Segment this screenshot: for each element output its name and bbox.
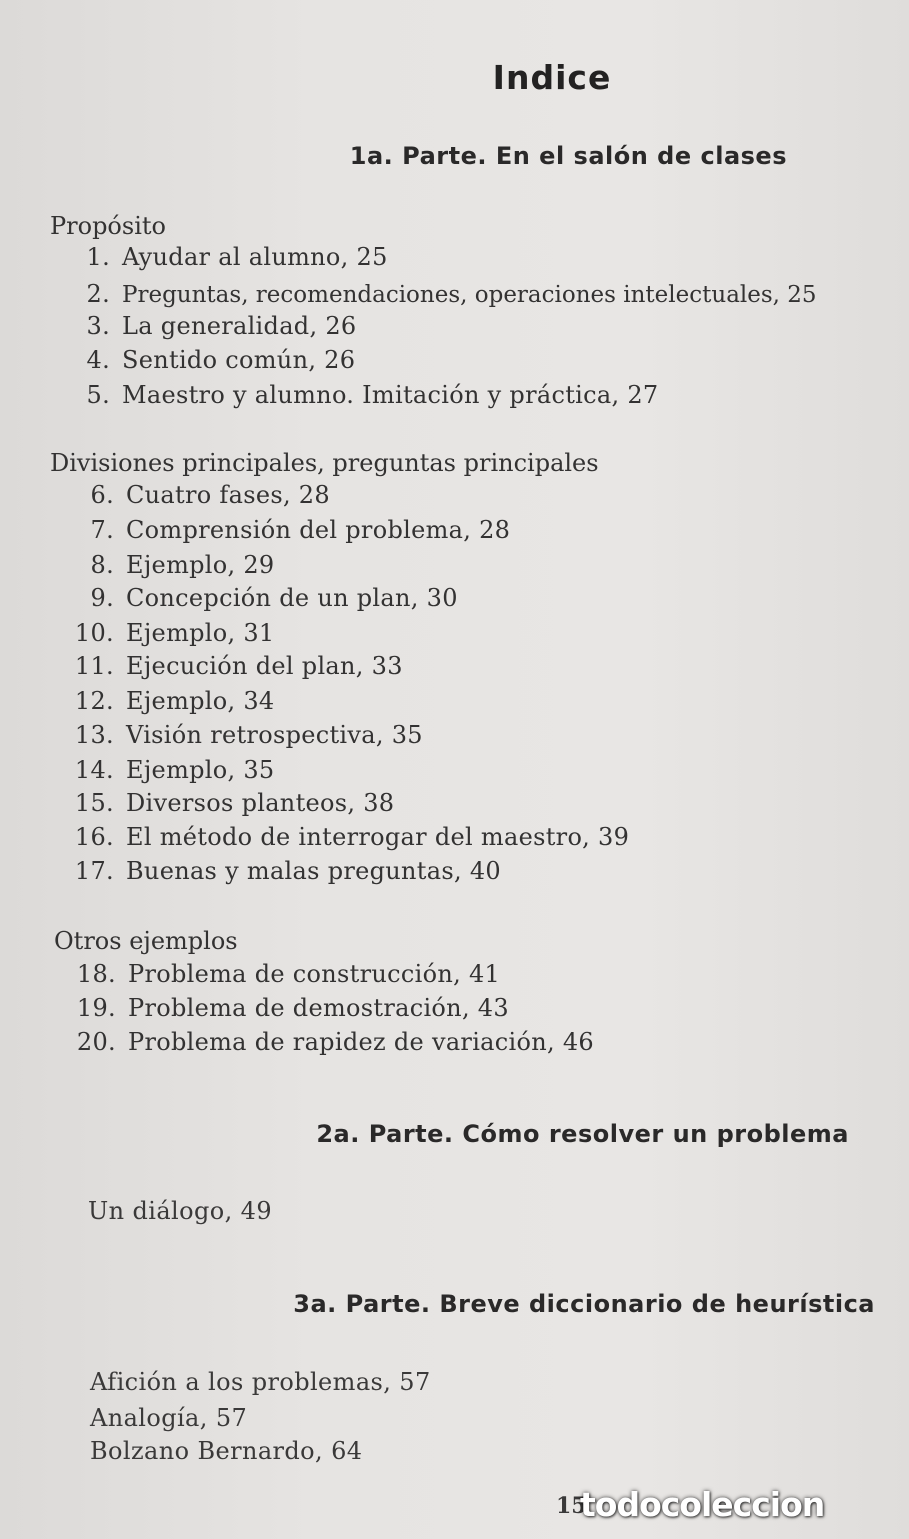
entry-number: 19. <box>76 994 116 1022</box>
toc-entry <box>66 243 388 271</box>
part-1-heading: 1a. Parte. En el salón de clases <box>349 142 787 170</box>
entry-number: 17. <box>74 857 114 885</box>
entry-text: Problema de rapidez de variación, 46 <box>128 1028 595 1056</box>
toc-entry <box>70 516 510 544</box>
entry-number: 20. <box>76 1028 116 1056</box>
toc-entry <box>70 652 403 680</box>
toc-entry <box>70 551 275 579</box>
entry-number: 3. <box>86 312 110 340</box>
toc-entry <box>70 584 458 612</box>
entry-number: 14. <box>74 756 114 784</box>
entry-number: 4. <box>86 346 110 374</box>
page-number: 15 <box>556 1493 587 1519</box>
entry-number: 10. <box>74 619 114 647</box>
dictionary-entry: Bolzano Bernardo, 64 <box>90 1437 363 1465</box>
entry-number: 5. <box>86 381 110 409</box>
part-3-heading: 3a. Parte. Breve diccionario de heurística <box>293 1290 875 1318</box>
entry-number: 16. <box>74 823 114 851</box>
toc-entry <box>66 312 356 340</box>
toc-entry <box>70 823 629 851</box>
entry-text: Ejemplo, 34 <box>126 687 275 715</box>
toc-entry <box>70 789 394 817</box>
toc-entry <box>70 687 275 715</box>
entry-number: 18. <box>76 960 116 988</box>
entry-number: 9. <box>90 584 114 612</box>
entry-text: Preguntas, recomendaciones, operaciones intelectuales, 25 <box>122 282 817 308</box>
entry-number: 1. <box>86 243 110 271</box>
entry-text: Maestro y alumno. Imitación y práctica, 27 <box>122 381 659 409</box>
toc-entry <box>66 346 355 374</box>
toc-entry <box>70 481 330 509</box>
toc-entry <box>72 960 500 988</box>
entry-text: Visión retrospectiva, 35 <box>126 721 423 749</box>
entry-number: 13. <box>74 721 114 749</box>
toc-entry <box>72 1028 594 1056</box>
entry-text: Cuatro fases, 28 <box>126 481 330 509</box>
entry-text: Ejemplo, 35 <box>126 756 275 784</box>
toc-entry-dialogo: Un diálogo, 49 <box>88 1197 272 1225</box>
part-2-heading: 2a. Parte. Cómo resolver un problema <box>316 1120 849 1148</box>
entry-text: Concepción de un plan, 30 <box>126 584 458 612</box>
entry-text: Ejemplo, 31 <box>126 619 275 647</box>
dictionary-entry: Analogía, 57 <box>90 1404 248 1432</box>
entry-text: Buenas y malas preguntas, 40 <box>126 857 501 885</box>
toc-entry <box>72 994 509 1022</box>
toc-entry <box>66 280 817 308</box>
toc-entry <box>70 756 275 784</box>
entry-text: Diversos planteos, 38 <box>126 789 395 817</box>
entry-text: La generalidad, 26 <box>122 312 357 340</box>
entry-text: El método de interrogar del maestro, 39 <box>126 823 630 851</box>
dictionary-entry: Afición a los problemas, 57 <box>90 1368 431 1396</box>
entry-number: 12. <box>74 687 114 715</box>
index-title: Indice <box>492 58 612 97</box>
entry-text: Ejecución del plan, 33 <box>126 652 403 680</box>
toc-entry <box>70 857 501 885</box>
entry-number: 2. <box>86 280 110 308</box>
section-heading-proposito: Propósito <box>50 212 166 240</box>
entry-text: Problema de construcción, 41 <box>128 960 501 988</box>
section-heading-otros: Otros ejemplos <box>54 927 238 955</box>
toc-entry <box>70 721 423 749</box>
entry-number: 7. <box>90 516 114 544</box>
entry-text: Ayudar al alumno, 25 <box>122 243 388 271</box>
section-heading-divisiones: Divisiones principales, preguntas principales <box>50 449 599 477</box>
entry-text: Ejemplo, 29 <box>126 551 275 579</box>
entry-number: 11. <box>74 652 114 680</box>
entry-number: 15. <box>74 789 114 817</box>
entry-text: Sentido común, 26 <box>122 346 356 374</box>
toc-entry <box>66 381 659 409</box>
entry-text: Problema de demostración, 43 <box>128 994 509 1022</box>
entry-number: 6. <box>90 481 114 509</box>
toc-entry <box>70 619 275 647</box>
watermark-logo: todocoleccion <box>580 1485 825 1524</box>
entry-number: 8. <box>90 551 114 579</box>
entry-text: Comprensión del problema, 28 <box>126 516 511 544</box>
